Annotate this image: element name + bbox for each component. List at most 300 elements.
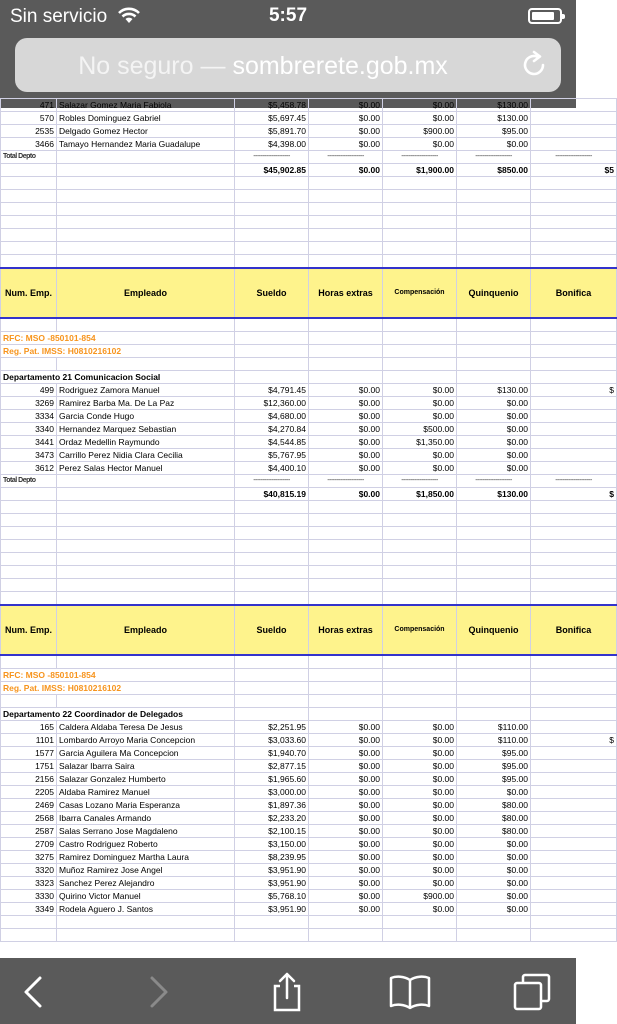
emp-sueldo: $3,951.90 (235, 877, 309, 890)
emp-sueldo: $4,398.00 (235, 138, 309, 151)
emp-name: Garcia Conde Hugo (57, 410, 235, 423)
emp-comp: $0.00 (383, 734, 457, 747)
empty-cell (235, 655, 309, 669)
emp-name: Casas Lozano Maria Esperanza (57, 799, 235, 812)
employee-row (1, 99, 617, 112)
total-dash-row (1, 151, 617, 164)
empty-cell (383, 579, 457, 592)
emp-horas: $0.00 (309, 423, 383, 436)
empty-cell (457, 682, 531, 695)
emp-num: 2568 (1, 812, 57, 825)
empty-cell (383, 708, 457, 721)
empty-cell (457, 229, 531, 242)
empty-cell (383, 929, 457, 942)
empty-cell (57, 475, 235, 488)
total-bonif: $ (531, 488, 617, 501)
total-quinq: $130.00 (457, 488, 531, 501)
empty-cell (1, 929, 57, 942)
emp-quinq: $0.00 (457, 397, 531, 410)
spacer-row (1, 527, 617, 540)
emp-num: 2587 (1, 825, 57, 838)
emp-num: 2535 (1, 125, 57, 138)
employee-row (1, 851, 617, 864)
emp-bonif (531, 747, 617, 760)
emp-quinq: $0.00 (457, 890, 531, 903)
empty-cell (235, 216, 309, 229)
empty-cell (1, 216, 57, 229)
empty-cell (457, 216, 531, 229)
empty-cell (57, 203, 235, 216)
emp-bonif (531, 903, 617, 916)
emp-quinq: $0.00 (457, 864, 531, 877)
empty-cell (235, 255, 309, 269)
emp-name: Ramirez Dominguez Martha Laura (57, 851, 235, 864)
empty-cell (235, 514, 309, 527)
emp-quinq: $80.00 (457, 825, 531, 838)
empty-cell (309, 553, 383, 566)
carrier-label: Sin servicio (10, 6, 108, 27)
emp-num: 2709 (1, 838, 57, 851)
empty-cell (1, 164, 57, 177)
emp-name: Lombardo Arroyo Maria Concepcion (57, 734, 235, 747)
empty-cell (1, 566, 57, 579)
empty-cell (531, 242, 617, 255)
emp-quinq: $0.00 (457, 786, 531, 799)
spacer-row (1, 318, 617, 332)
emp-quinq: $130.00 (457, 384, 531, 397)
empty-cell (309, 708, 383, 721)
emp-name: Rodela Aguero J. Santos (57, 903, 235, 916)
emp-quinq: $95.00 (457, 125, 531, 138)
col-horas-header: Horas extras (309, 268, 383, 318)
empty-cell (1, 695, 57, 708)
empty-cell (1, 501, 57, 514)
emp-num: 165 (1, 721, 57, 734)
department-row (1, 371, 617, 384)
empty-cell (383, 371, 457, 384)
dash-cell: -------------------- (457, 475, 531, 488)
empty-cell (57, 488, 235, 501)
dash-cell: -------------------- (235, 475, 309, 488)
back-icon[interactable] (14, 972, 54, 1012)
emp-comp: $0.00 (383, 786, 457, 799)
emp-comp: $0.00 (383, 812, 457, 825)
emp-quinq: $80.00 (457, 799, 531, 812)
empty-cell (383, 669, 457, 682)
empty-cell (309, 540, 383, 553)
emp-name: Aldaba Ramirez Manuel (57, 786, 235, 799)
empty-cell (531, 177, 617, 190)
emp-sueldo: $4,400.10 (235, 462, 309, 475)
tabs-icon[interactable] (512, 972, 552, 1012)
spacer-row (1, 566, 617, 579)
dash-cell: -------------------- (383, 475, 457, 488)
empty-cell (531, 669, 617, 682)
emp-name: Ordaz Medellin Raymundo (57, 436, 235, 449)
employee-row (1, 397, 617, 410)
emp-num: 3473 (1, 449, 57, 462)
spacer-row (1, 929, 617, 942)
employee-row (1, 384, 617, 397)
page-content[interactable] (0, 100, 614, 958)
col-empleado-header: Empleado (57, 605, 235, 655)
empty-cell (457, 695, 531, 708)
emp-num: 3330 (1, 890, 57, 903)
emp-horas: $0.00 (309, 99, 383, 112)
emp-name: Delgado Gomez Hector (57, 125, 235, 138)
col-quinq-header: Quinquenio (457, 605, 531, 655)
empty-cell (531, 540, 617, 553)
emp-bonif: $ (531, 384, 617, 397)
emp-comp: $0.00 (383, 838, 457, 851)
bookmarks-icon[interactable] (388, 972, 432, 1012)
empty-cell (457, 540, 531, 553)
emp-sueldo: $2,877.15 (235, 760, 309, 773)
empty-cell (383, 216, 457, 229)
empty-cell (57, 255, 235, 269)
emp-comp: $1,350.00 (383, 436, 457, 449)
spacer-row (1, 553, 617, 566)
empty-cell (57, 242, 235, 255)
total-sueldo: $40,815.19 (235, 488, 309, 501)
empty-cell (383, 592, 457, 606)
employee-row (1, 721, 617, 734)
empty-cell (457, 566, 531, 579)
emp-bonif (531, 760, 617, 773)
emp-bonif (531, 799, 617, 812)
empty-cell (531, 371, 617, 384)
emp-bonif (531, 721, 617, 734)
empty-cell (383, 318, 457, 332)
emp-sueldo: $5,458.78 (235, 99, 309, 112)
share-icon[interactable] (267, 972, 307, 1012)
empty-cell (309, 345, 383, 358)
emp-num: 499 (1, 384, 57, 397)
employee-row (1, 747, 617, 760)
col-num-header: Num. Emp. (1, 605, 57, 655)
emp-quinq: $110.00 (457, 734, 531, 747)
dash-cell: -------------------- (531, 151, 617, 164)
emp-bonif (531, 825, 617, 838)
spacer-row (1, 242, 617, 255)
empty-cell (1, 177, 57, 190)
empty-cell (531, 929, 617, 942)
employee-row (1, 436, 617, 449)
emp-bonif (531, 423, 617, 436)
empty-cell (531, 916, 617, 929)
col-sueldo-header: Sueldo (235, 268, 309, 318)
reg-pat-row (1, 682, 617, 695)
emp-sueldo: $3,033.60 (235, 734, 309, 747)
spacer-row (1, 655, 617, 669)
empty-cell (57, 229, 235, 242)
forward-icon (138, 972, 178, 1012)
empty-cell (457, 527, 531, 540)
empty-cell (457, 501, 531, 514)
total-row (1, 488, 617, 501)
empty-cell (1, 579, 57, 592)
emp-sueldo: $3,150.00 (235, 838, 309, 851)
emp-num: 3612 (1, 462, 57, 475)
emp-name: Quirino Victor Manuel (57, 890, 235, 903)
empty-cell (457, 708, 531, 721)
emp-bonif (531, 786, 617, 799)
emp-num: 3334 (1, 410, 57, 423)
empty-cell (235, 553, 309, 566)
empty-cell (531, 579, 617, 592)
department-title: Departamento 21 Comunicacion Social (1, 371, 235, 384)
empty-cell (457, 318, 531, 332)
emp-horas: $0.00 (309, 890, 383, 903)
empty-cell (57, 216, 235, 229)
emp-quinq: $0.00 (457, 436, 531, 449)
empty-cell (531, 553, 617, 566)
spacer-row (1, 579, 617, 592)
empty-cell (531, 514, 617, 527)
emp-horas: $0.00 (309, 760, 383, 773)
employee-row (1, 890, 617, 903)
emp-horas: $0.00 (309, 410, 383, 423)
total-quinq: $850.00 (457, 164, 531, 177)
emp-comp: $0.00 (383, 397, 457, 410)
col-empleado-header: Empleado (57, 268, 235, 318)
emp-name: Ibarra Canales Armando (57, 812, 235, 825)
emp-horas: $0.00 (309, 851, 383, 864)
column-header-row (1, 268, 617, 318)
emp-quinq: $0.00 (457, 851, 531, 864)
empty-cell (531, 695, 617, 708)
col-horas-header: Horas extras (309, 605, 383, 655)
empty-cell (531, 345, 617, 358)
empty-cell (309, 332, 383, 345)
empty-cell (235, 929, 309, 942)
dash-cell: -------------------- (531, 475, 617, 488)
empty-cell (309, 177, 383, 190)
empty-cell (383, 553, 457, 566)
emp-quinq: $0.00 (457, 410, 531, 423)
emp-sueldo: $2,100.15 (235, 825, 309, 838)
empty-cell (235, 318, 309, 332)
empty-cell (309, 669, 383, 682)
employee-row (1, 760, 617, 773)
empty-cell (531, 501, 617, 514)
spacer-row (1, 229, 617, 242)
spacer-row (1, 514, 617, 527)
empty-cell (309, 216, 383, 229)
emp-name: Sanchez Perez Alejandro (57, 877, 235, 890)
emp-comp: $0.00 (383, 864, 457, 877)
emp-horas: $0.00 (309, 864, 383, 877)
empty-cell (309, 255, 383, 269)
col-bonif-header: Bonifica (531, 605, 617, 655)
empty-cell (531, 255, 617, 269)
empty-cell (235, 540, 309, 553)
col-quinq-header: Quinquenio (457, 268, 531, 318)
total-sueldo: $45,902.85 (235, 164, 309, 177)
spacer-row (1, 216, 617, 229)
empty-cell (531, 527, 617, 540)
emp-sueldo: $5,768.10 (235, 890, 309, 903)
empty-cell (309, 695, 383, 708)
emp-bonif (531, 462, 617, 475)
emp-sueldo: $5,697.45 (235, 112, 309, 125)
emp-horas: $0.00 (309, 877, 383, 890)
emp-bonif (531, 449, 617, 462)
empty-cell (383, 255, 457, 269)
empty-cell (57, 540, 235, 553)
empty-cell (457, 332, 531, 345)
employee-row (1, 903, 617, 916)
emp-comp: $0.00 (383, 384, 457, 397)
emp-sueldo: $4,270.84 (235, 423, 309, 436)
total-row (1, 164, 617, 177)
emp-quinq: $0.00 (457, 903, 531, 916)
empty-cell (1, 592, 57, 606)
spacer-row (1, 358, 617, 371)
rfc-label: RFC: MSO -850101-854 (1, 332, 235, 345)
empty-cell (531, 318, 617, 332)
employee-row (1, 786, 617, 799)
dash-cell: -------------------- (309, 475, 383, 488)
empty-cell (383, 242, 457, 255)
emp-sueldo: $3,000.00 (235, 786, 309, 799)
emp-comp: $0.00 (383, 760, 457, 773)
emp-sueldo: $1,940.70 (235, 747, 309, 760)
emp-horas: $0.00 (309, 436, 383, 449)
col-comp-header: Compensación (383, 605, 457, 655)
emp-sueldo: $2,251.95 (235, 721, 309, 734)
empty-cell (457, 553, 531, 566)
empty-cell (309, 566, 383, 579)
empty-cell (235, 177, 309, 190)
emp-quinq: $110.00 (457, 721, 531, 734)
empty-cell (1, 255, 57, 269)
emp-comp: $0.00 (383, 112, 457, 125)
empty-cell (235, 501, 309, 514)
empty-cell (531, 216, 617, 229)
emp-horas: $0.00 (309, 903, 383, 916)
empty-cell (57, 553, 235, 566)
employee-row (1, 449, 617, 462)
empty-cell (531, 203, 617, 216)
empty-cell (531, 332, 617, 345)
emp-bonif (531, 397, 617, 410)
empty-cell (235, 358, 309, 371)
emp-bonif (531, 99, 617, 112)
empty-cell (235, 229, 309, 242)
reload-icon[interactable] (519, 50, 549, 80)
empty-cell (57, 916, 235, 929)
emp-comp: $0.00 (383, 747, 457, 760)
url-text[interactable] (15, 52, 511, 81)
empty-cell (57, 358, 235, 371)
column-header-row (1, 605, 617, 655)
col-sueldo-header: Sueldo (235, 605, 309, 655)
empty-cell (383, 501, 457, 514)
empty-cell (235, 203, 309, 216)
empty-cell (57, 501, 235, 514)
empty-cell (457, 255, 531, 269)
empty-cell (309, 682, 383, 695)
emp-name: Robles Dominguez Gabriel (57, 112, 235, 125)
emp-sueldo: $8,239.95 (235, 851, 309, 864)
empty-cell (1, 358, 57, 371)
security-label: No seguro — (78, 52, 226, 80)
emp-num: 2156 (1, 773, 57, 786)
battery-icon (528, 8, 562, 24)
emp-horas: $0.00 (309, 112, 383, 125)
empty-cell (235, 695, 309, 708)
empty-cell (309, 358, 383, 371)
spacer-row (1, 190, 617, 203)
empty-cell (309, 655, 383, 669)
empty-cell (235, 242, 309, 255)
empty-cell (1, 318, 57, 332)
employee-row (1, 410, 617, 423)
total-horas: $0.00 (309, 164, 383, 177)
employee-row (1, 877, 617, 890)
emp-horas: $0.00 (309, 734, 383, 747)
emp-comp: $0.00 (383, 449, 457, 462)
emp-horas: $0.00 (309, 721, 383, 734)
emp-name: Caldera Aldaba Teresa De Jesus (57, 721, 235, 734)
emp-name: Rodriguez Zamora Manuel (57, 384, 235, 397)
emp-comp: $900.00 (383, 125, 457, 138)
empty-cell (457, 242, 531, 255)
dash-cell: -------------------- (383, 151, 457, 164)
spacer-row (1, 592, 617, 606)
reg-pat-row (1, 345, 617, 358)
address-bar[interactable] (15, 38, 561, 92)
employee-row (1, 773, 617, 786)
empty-cell (309, 592, 383, 606)
empty-cell (57, 566, 235, 579)
emp-num: 2469 (1, 799, 57, 812)
empty-cell (531, 190, 617, 203)
empty-cell (57, 592, 235, 606)
spacer-row (1, 916, 617, 929)
emp-comp: $0.00 (383, 462, 457, 475)
emp-name: Tamayo Hernandez Maria Guadalupe (57, 138, 235, 151)
emp-bonif (531, 812, 617, 825)
spacer-row (1, 501, 617, 514)
empty-cell (57, 695, 235, 708)
emp-comp: $900.00 (383, 890, 457, 903)
empty-cell (235, 345, 309, 358)
emp-bonif (531, 410, 617, 423)
emp-comp: $0.00 (383, 721, 457, 734)
empty-cell (57, 655, 235, 669)
employee-row (1, 812, 617, 825)
emp-num: 570 (1, 112, 57, 125)
empty-cell (457, 177, 531, 190)
emp-bonif (531, 112, 617, 125)
total-horas: $0.00 (309, 488, 383, 501)
empty-cell (235, 579, 309, 592)
emp-bonif: $ (531, 734, 617, 747)
empty-cell (457, 916, 531, 929)
emp-sueldo: $3,951.90 (235, 903, 309, 916)
spacer-row (1, 695, 617, 708)
emp-quinq: $0.00 (457, 138, 531, 151)
emp-sueldo: $12,360.00 (235, 397, 309, 410)
emp-horas: $0.00 (309, 838, 383, 851)
department-row (1, 708, 617, 721)
employee-row (1, 799, 617, 812)
spacer-row (1, 540, 617, 553)
emp-quinq: $0.00 (457, 462, 531, 475)
rfc-row (1, 669, 617, 682)
